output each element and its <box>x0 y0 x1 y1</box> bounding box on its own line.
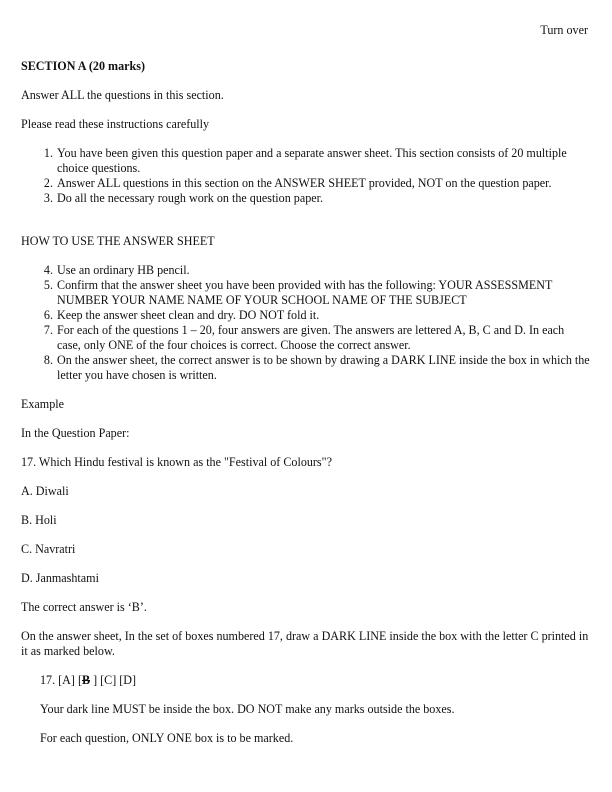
answer-marking-example <box>21 673 610 688</box>
instructions-lead: Please read these instructions carefully <box>21 117 210 131</box>
list-number: 4. <box>43 263 53 277</box>
turn-over-label: Turn over <box>540 23 588 37</box>
list-number: 8. <box>43 353 53 367</box>
list-item <box>21 353 591 383</box>
marking-prefix: 17. [A] [ <box>40 673 82 687</box>
list-number: 7. <box>43 323 53 337</box>
list-text: Answer ALL questions in this section on the ANSWER SHEET provided, NOT on the question paper. <box>57 176 552 190</box>
marking-suffix: ] [C] [D] <box>90 673 137 687</box>
example-context: In the Question Paper: <box>21 426 130 440</box>
note-one-box: For each question, ONLY ONE box is to be marked. <box>40 731 294 745</box>
example-label: Example <box>21 397 64 411</box>
note-inside-box: Your dark line MUST be inside the box. DO NOT make any marks outside the boxes. <box>40 702 455 716</box>
list-text: Use an ordinary HB pencil. <box>57 263 190 277</box>
list-item <box>21 191 591 206</box>
instructions-list <box>21 146 591 206</box>
list-text: You have been given this question paper and a separate answer sheet. This section consists of 20 multiple choice questions. <box>57 146 567 175</box>
list-number: 1. <box>43 146 53 160</box>
list-number: 2. <box>43 176 53 190</box>
option-b: B. Holi <box>21 513 57 527</box>
list-item <box>21 146 591 176</box>
list-text: On the answer sheet, the correct answer is to be shown by drawing a DARK LINE inside the box in which the letter you have chosen is written. <box>57 353 590 382</box>
list-text: Keep the answer sheet clean and dry. DO NOT fold it. <box>57 308 320 322</box>
list-number: 3. <box>43 191 53 205</box>
example-question: 17. Which Hindu festival is known as the "Festival of Colours"? <box>21 455 332 469</box>
section-intro: Answer ALL the questions in this section. <box>21 88 224 102</box>
option-a: A. Diwali <box>21 484 69 498</box>
list-item <box>21 263 591 278</box>
list-number: 5. <box>43 278 53 292</box>
list-text: For each of the questions 1 – 20, four answers are given. The answers are lettered A, B, C and D. In each case, only ONE of the four choices is correct. Choose the correct answer. <box>57 323 565 352</box>
answer-sheet-heading: HOW TO USE THE ANSWER SHEET <box>21 234 215 248</box>
section-title: SECTION A (20 marks) <box>21 59 145 73</box>
list-item <box>21 323 591 353</box>
list-item <box>21 176 591 191</box>
option-c: C. Navratri <box>21 542 76 556</box>
marked-letter-b: B <box>81 673 91 687</box>
sheet-instruction: On the answer sheet, In the set of boxes numbered 17, draw a DARK LINE inside the box with the letter C printed in it as marked below. <box>21 629 589 658</box>
correct-answer: The correct answer is ‘B’. <box>21 600 147 614</box>
list-item <box>21 278 591 308</box>
option-d: D. Janmashtami <box>21 571 99 585</box>
list-number: 6. <box>43 308 53 322</box>
answer-sheet-steps <box>21 263 591 383</box>
list-item <box>21 308 591 323</box>
list-text: Do all the necessary rough work on the question paper. <box>57 191 323 205</box>
list-text: Confirm that the answer sheet you have been provided with has the following: YOUR ASSESSMENT NUMBER YOUR NAME NAME OF YOUR SCHOOL NAME OF THE SUBJECT <box>57 278 553 307</box>
